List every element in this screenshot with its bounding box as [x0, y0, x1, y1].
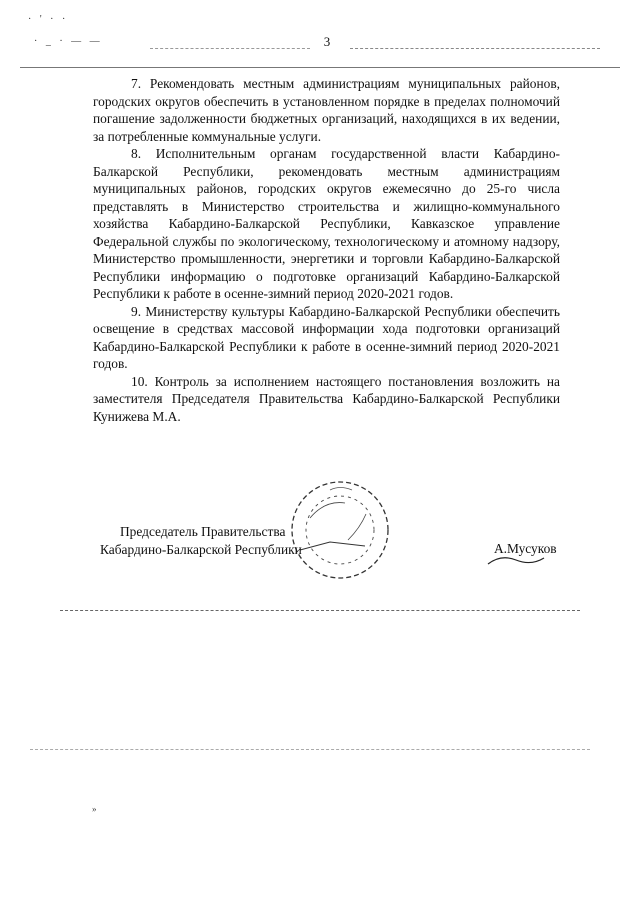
paragraph-10: 10. Контроль за исполнением настоящего постановления возложить на заместителя Председателя Правительства Кабардино-Балкарской Республики Кунижева М.А. — [93, 373, 560, 424]
scan-line-lower — [30, 749, 590, 750]
signatory-title-line-1: Председатель Правительства — [120, 524, 286, 539]
document-body — [93, 75, 560, 425]
paragraph-8: 8. Исполнительным органам государственной власти Кабардино-Балкарской Республики, рекомендовать местным администрациям муниципальных районов, городских округов ежемесячно до 25-го числа представлять в Министерство строительства и жилищно-коммунального хозяйства Кабардино-Балкарской Республики, Кавказское управление Федеральной службы по экологическому, технологическому и атомному надзору, Министерство промышленности, энергетики и торговли Кабардино-Балкарской Республики информацию о подготовке организаций Кабардино-Балкарской Республики к работе в осенне-зимний период 2020-2021 годов. — [93, 146, 560, 301]
scan-artifact-top-left: · ' · · — [28, 14, 69, 25]
signatory-name: А.Мусуков — [494, 541, 557, 556]
signature-block — [0, 470, 640, 590]
scan-line-top-right — [350, 48, 600, 49]
page-number: 3 — [323, 34, 331, 49]
official-seal-icon — [270, 470, 410, 590]
scan-line-under-header — [20, 67, 620, 68]
signatory-title-line-2: Кабардино-Балкарской Республики — [100, 542, 302, 557]
scan-line-top — [150, 48, 310, 49]
scan-artifact-top-left-2: · _ · — — — [34, 36, 103, 47]
paragraph-9: 9. Министерству культуры Кабардино-Балкарской Республики обеспечить освещение в средствах массовой информации хода подготовки организаций Кабардино-Балкарской Республики к работе в осенне-зимний период 2020-2021 годов. — [93, 303, 560, 371]
paragraph-7: 7. Рекомендовать местным администрациям муниципальных районов, городских округов обеспечить в установленном порядке в пределах полномочий погашение задолженности бюджетных организаций, находящихся в их ведении, за потребленные коммунальные услуги. — [93, 76, 560, 144]
handwritten-signature — [486, 550, 546, 570]
scan-line-bottom — [60, 610, 580, 611]
margin-mark: » — [92, 804, 97, 814]
